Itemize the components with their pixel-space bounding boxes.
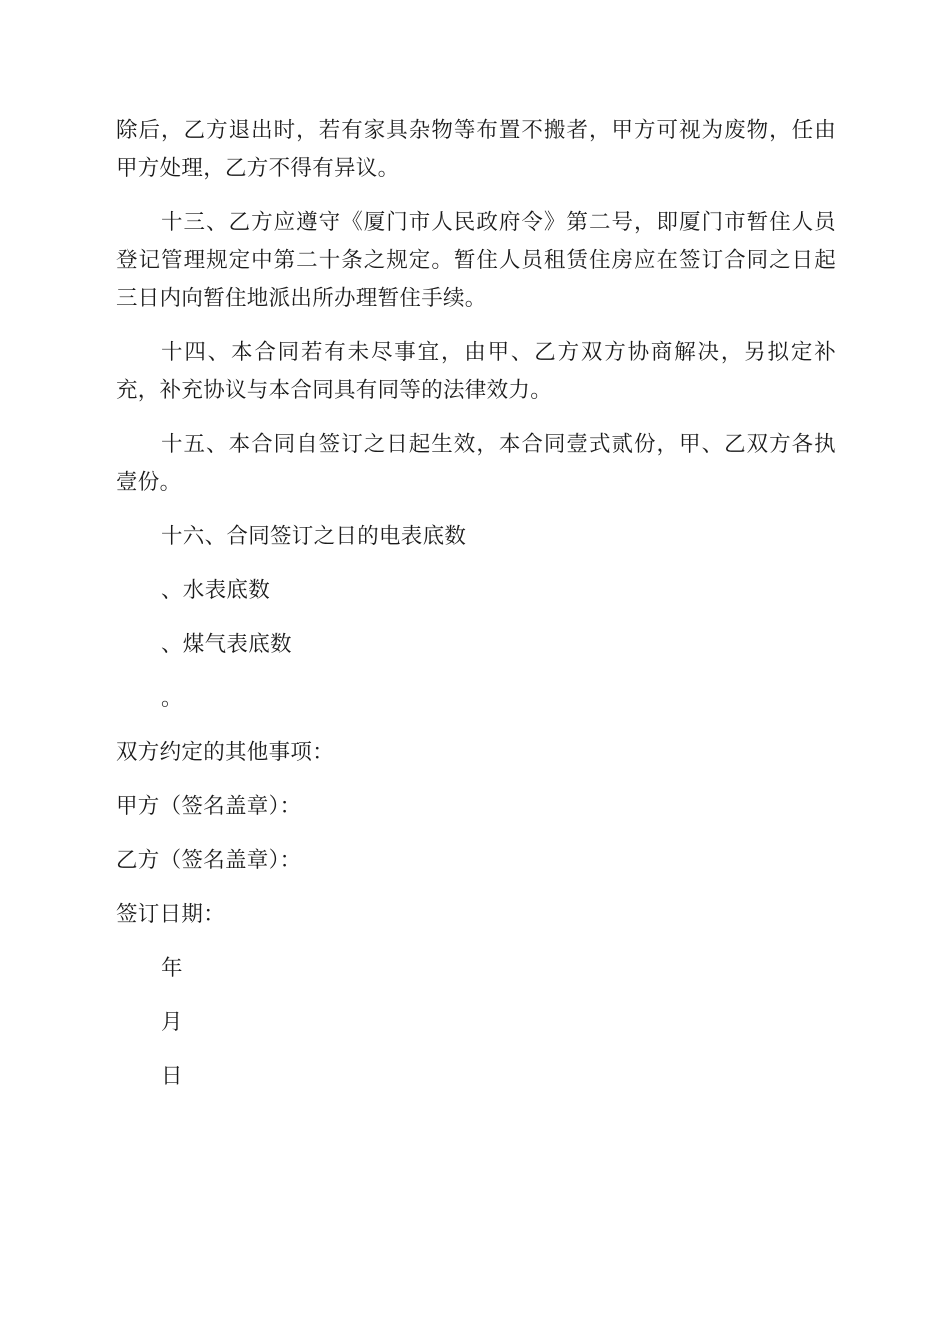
clause-13-line-1: 十三、乙方应遵守《厦门市人民政府令》第二号，即厦门市暂住人员 [161,210,836,235]
date-year: 年 [161,956,183,981]
clause-13-line-3: 三日内向暂住地派出所办理暂住手续。 [116,286,487,311]
clause-16-water-meter: 、水表底数 [161,578,271,603]
clause-16-gas-meter: 、煤气表底数 [161,632,292,657]
party-b-signature-label: 乙方（签名盖章）： [116,848,302,873]
date-day: 日 [161,1064,183,1089]
clause-14-line-1: 十四、本合同若有未尽事宜，由甲、乙方双方协商解决，另拟定补 [161,340,836,365]
clause-15-line-1: 十五、本合同自签订之日起生效，本合同壹式贰份，甲、乙双方各执 [161,432,836,457]
clause-13-line-2: 登记管理规定中第二十条之规定。暂住人员租赁住房应在签订合同之日起 [116,248,836,273]
clause-15-line-2: 壹份。 [116,470,182,495]
clause-16-end: 。 [161,686,183,711]
clause-12-line-1: 除后，乙方退出时，若有家具杂物等布置不搬者，甲方可视为废物，任由 [116,118,836,143]
date-month: 月 [161,1010,183,1035]
party-a-signature-label: 甲方（签名盖章）： [116,794,302,819]
sign-date-label: 签订日期： [116,902,226,927]
clause-16-electric-meter: 十六、合同签订之日的电表底数 [161,524,467,549]
clause-14-line-2: 充，补充协议与本合同具有同等的法律效力。 [116,378,553,403]
clause-12-line-2: 甲方处理，乙方不得有异议。 [116,156,400,181]
other-matters-label: 双方约定的其他事项： [116,740,335,765]
